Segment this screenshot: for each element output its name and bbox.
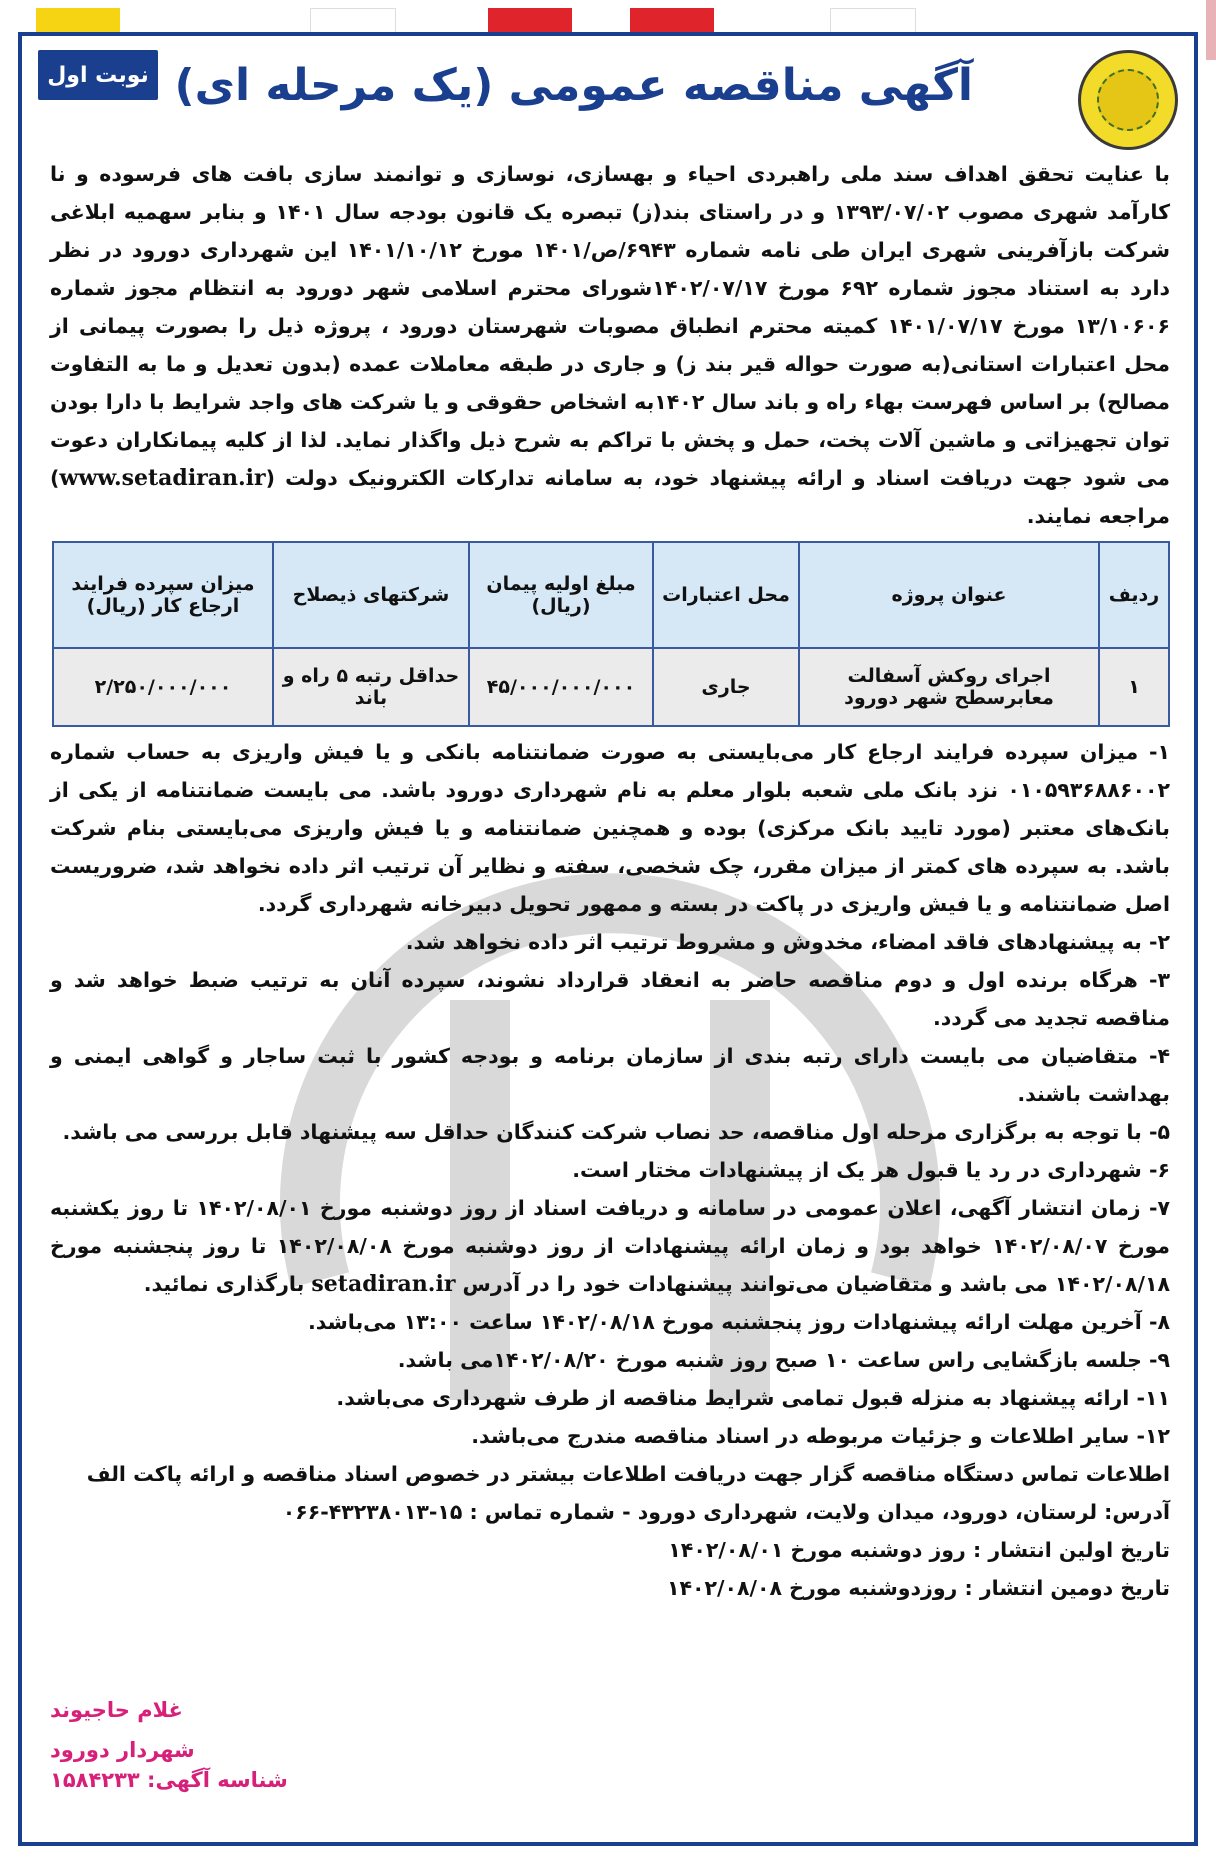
condition-7-text: ۷- زمان انتشار آگهی، اعلان عمومی در سامانه و دریافت اسناد از روز دوشنبه مورخ ۱۴۰۲/۰۸/۰۱ تا روز یکشنبه مورخ ۱۴۰۲/۰۸/۰۷ خواهد بود و زمان ارائه پیشنهادات از روز دوشنبه مورخ ۱۴۰۲/۰۸/۰۸ تا روز پنجشنبه مورخ ۱۴۰۲/۰۸/۱۸ می باشد و متقاضیان می‌توانند پیشنهادات خود را در آدرس <box>50 1196 1170 1296</box>
table-row <box>53 648 1169 726</box>
condition-item-7 <box>50 1189 1170 1303</box>
condition-item: ۲- به پیشنهادهای فاقد امضاء، مخدوش و مشروط ترتیب اثر داده نخواهد شد. <box>405 930 1170 954</box>
signer-role: شهردار دورود <box>50 1738 195 1762</box>
project-table <box>52 541 1170 727</box>
col-header-project-title: عنوان پروژه <box>799 542 1099 648</box>
cell-funding-source: جاری <box>653 648 799 726</box>
cell-row-number: ۱ <box>1099 648 1169 726</box>
first-publication-date: تاریخ اولین انتشار : روز دوشنبه مورخ ۱۴۰۲/۰۸/۰۱ <box>668 1538 1170 1562</box>
cell-deposit-amount: ۲/۲۵۰/۰۰۰/۰۰۰ <box>53 648 273 726</box>
municipality-logo-icon <box>1078 50 1178 150</box>
red-mark <box>630 8 714 34</box>
condition-item: ۹- جلسه بازگشایی راس ساعت ۱۰ صبح روز شنبه مورخ ۱۴۰۲/۰۸/۲۰می باشد. <box>397 1348 1170 1372</box>
edge-strip <box>1206 0 1216 60</box>
condition-item: ۴- متقاضیان می بایست دارای رتبه بندی از سازمان برنامه و بودجه کشور با ثبت ساجار و گواهی ایمنی و بهداشت باشند. <box>50 1044 1170 1106</box>
header <box>38 50 1178 145</box>
second-publication-date: تاریخ دومین انتشار : روزدوشنبه مورخ ۱۴۰۲/۰۸/۰۸ <box>666 1576 1170 1600</box>
table-header-row <box>53 542 1169 648</box>
cell-initial-amount: ۴۵/۰۰۰/۰۰۰/۰۰۰ <box>469 648 653 726</box>
col-header-row-number: ردیف <box>1099 542 1169 648</box>
intro-paragraph <box>50 155 1170 535</box>
col-header-qualified-companies: شرکتهای ذیصلاح <box>273 542 469 648</box>
ad-identifier: شناسه آگهی: ۱۵۸۴۲۳۳ <box>50 1768 288 1792</box>
conditions-list <box>50 733 1170 1607</box>
col-header-deposit-amount: میزان سپرده فرایند ارجاع کار (ریال) <box>53 542 273 648</box>
signature-block <box>50 1690 195 1770</box>
round-badge: نوبت اول <box>38 50 158 100</box>
condition-item: ۸- آخرین مهلت ارائه پیشنهادات روز پنجشنبه مورخ ۱۴۰۲/۰۸/۱۸ ساعت ۱۳:۰۰ می‌باشد. <box>307 1310 1170 1334</box>
notice-title: آگهی مناقصه عمومی (یک مرحله ای) <box>174 60 973 111</box>
condition-item: ۳- هرگاه برنده اول و دوم مناقصه حاضر به انعقاد قرارداد نشوند، سپرده آنان به ترتیب ضبط خواهد شد و مناقصه تجدید می گردد. <box>50 968 1170 1030</box>
condition-item: ۱۱- ارائه پیشنهاد به منزله قبول تمامی شرایط مناقصه از طرف شهرداری می‌باشد. <box>336 1386 1170 1410</box>
yellow-mark <box>36 8 120 34</box>
cell-project-title: اجرای روکش آسفالت معابرسطح شهر دورود <box>799 648 1099 726</box>
condition-item: ۱۲- سایر اطلاعات و جزئیات مربوطه در اسناد مناقصه مندرج می‌باشد. <box>471 1424 1170 1448</box>
condition-7-text-end: بارگذاری نمائید. <box>143 1272 312 1296</box>
contact-heading: اطلاعات تماس دستگاه مناقصه گزار جهت دریافت اطلاعات بیشتر در خصوص اسناد مناقصه و ارائه پاکت الف <box>86 1462 1170 1486</box>
notice-content <box>50 155 1170 1607</box>
setad-url: www.setadiran.ir <box>59 465 266 491</box>
contact-address: آدرس: لرستان، دورود، میدان ولایت، شهرداری دورود - شماره تماس : ۱۵-۴۳۲۳۸۰۱۳-۰۶۶ <box>282 1500 1170 1524</box>
cell-qualified-companies: حداقل رتبه ۵ راه و باند <box>273 648 469 726</box>
setad-url-short: setadiran.ir <box>311 1271 456 1297</box>
intro-text-end: ) مراجعه نمایند. <box>50 466 1170 528</box>
col-header-initial-amount: مبلغ اولیه پیمان (ریال) <box>469 542 653 648</box>
condition-item: ۱- میزان سپرده فرایند ارجاع کار می‌بایستی به صورت ضمانتنامه بانکی و یا فیش واریزی به حساب شماره ۰۱۰۵۹۳۶۸۸۶۰۰۲ نزد بانک ملی شعبه بلوار معلم به نام شهرداری دورود باشد. می بایست ضمانتنامه از یکی از بانک‌های معتبر (مورد تایید بانک مرکزی) بوده و همچنین ضمانتنامه و یا فیش واریزی می‌بایستی بنام شرکت باشد. به سپرده های کمتر از میزان مقرر، چک شخصی، سفته و نظایر آن ترتیب اثر داده نخواهد شد، ضروریست اصل ضمانتنامه و یا فیش واریزی در پاکت در بسته و ممهور تحویل دبیرخانه شهرداری گردد. <box>50 740 1170 916</box>
condition-item: ۶- شهرداری در رد یا قبول هر یک از پیشنهادات مختار است. <box>572 1158 1170 1182</box>
col-header-funding-source: محل اعتبارات <box>653 542 799 648</box>
condition-item: ۵- با توجه به برگزاری مرحله اول مناقصه، حد نصاب شرکت کنندگان حداقل سه پیشنهاد قابل بررسی می باشد. <box>62 1120 1170 1144</box>
color-marks <box>0 8 1216 34</box>
red-mark <box>488 8 572 34</box>
signer-name: غلام حاجیوند <box>50 1698 183 1722</box>
intro-text: با عنایت تحقق اهداف سند ملی راهبردی احیاء و بهسازی، نوسازی و توانمند سازی بافت های فرسوده و نا کارآمد شهری مصوب ۱۳۹۳/۰۷/۰۲ و در راستای بند(ز) تبصره یک قانون بودجه سال ۱۴۰۱ و بنابر سهمیه ابلاغی شرکت بازآفرینی شهری ایران طی نامه شماره ۶۹۴۳/ص/۱۴۰۱ مورخ ۱۴۰۱/۱۰/۱۲ این شهرداری دورود در نظر دارد به استناد مجوز شماره ۶۹۲ مورخ ۱۴۰۲/۰۷/۱۷شورای محترم اسلامی شهر دورود به انتظام مجوز شماره ۱۳/۱۰۶۰۶ مورخ ۱۴۰۱/۰۷/۱۷ کمیته محترم انطباق مصوبات شهرستان دورود ، پروژه ذیل را بصورت پیمانی از محل اعتبارات استانی(به صورت حواله قیر بند ز) و جاری در طبقه معاملات عمده (بدون تعدیل و ما به التفاوت مصالح) بر اساس فهرست بهاء راه و باند سال ۱۴۰۲به اشخاص حقوقی و یا شرکت های واجد شرایط با دارا بودن توان تجهیزاتی و ماشین آلات پخت، حمل و پخش با تراکم به شرح ذیل واگذار نماید. لذا از کلیه پیمانکاران دعوت می شود جهت دریافت اسناد و ارائه پیشنهاد خود، به سامانه تدارکات الکترونیک دولت ( <box>50 162 1170 490</box>
